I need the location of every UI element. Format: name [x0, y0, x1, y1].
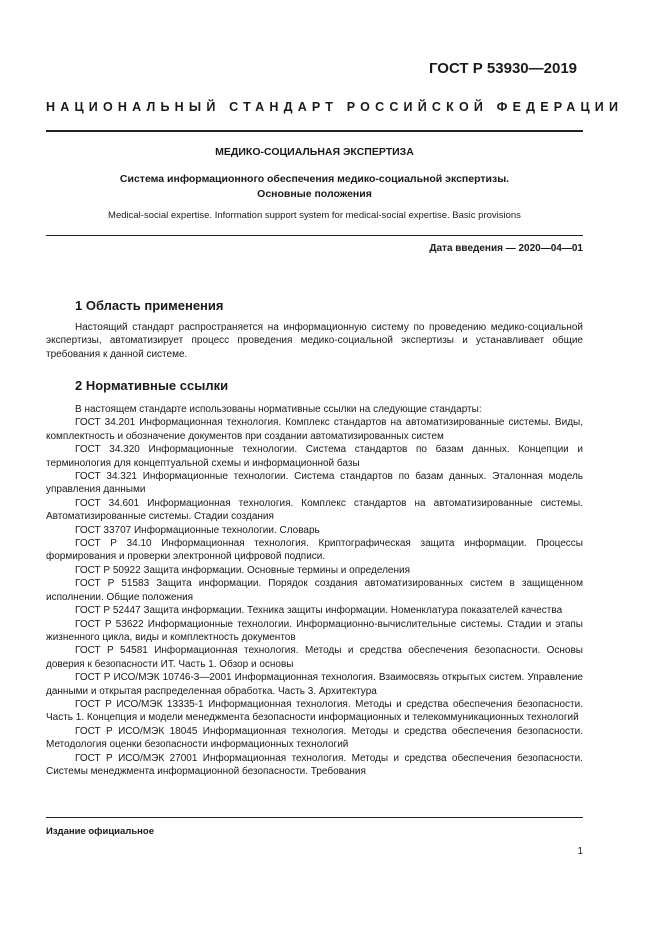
standard-code: ГОСТ Р 53930—2019 — [428, 60, 577, 77]
document-title: МЕДИКО-СОЦИАЛЬНАЯ ЭКСПЕРТИЗА — [215, 146, 414, 158]
reference-item: ГОСТ Р 34.10 Информационная технология. Криптографическая защита информации. Процессы формирования и проверки электронной цифровой подписи. — [46, 538, 583, 563]
reference-item: ГОСТ 34.201 Информационная технология. Комплекс стандартов на автоматизированные системы. Виды, комплектность и обозначение документов при создании автоматизированных систем — [46, 417, 583, 442]
section-1-title: 1 Область применения — [75, 298, 224, 313]
title-divider — [46, 235, 583, 236]
introduction-date: Дата введения — 2020—04—01 — [429, 243, 583, 254]
reference-item: ГОСТ Р 53622 Информационные технологии. Информационно-вычислительные системы. Стадии и этапы жизненного цикла, виды и комплектность документов — [46, 618, 583, 643]
reference-item: ГОСТ Р ИСО/МЭК 10746-3—2001 Информационная технология. Взаимосвязь открытых систем. Управление данными и открытая распределенная обработка. Часть 3. Архитектура — [46, 672, 583, 697]
reference-item: ГОСТ 34.321 Информационные технологии. Система стандартов по базам данных. Эталонная модель управления данными — [46, 471, 583, 496]
normative-references-list — [46, 403, 583, 778]
reference-item: В настоящем стандарте использованы нормативные ссылки на следующие стандарты: — [75, 404, 482, 415]
reference-item: ГОСТ Р ИСО/МЭК 18045 Информационная технология. Методы и средства обеспечения безопасности. Методология оценки безопасности информационных технологий — [46, 725, 583, 751]
subtitle-line-2: Основные положения — [257, 188, 372, 200]
header-divider — [46, 130, 583, 132]
reference-item: ГОСТ Р 50922 Защита информации. Основные термины и определения — [75, 564, 411, 576]
section-1-paragraph: Настоящий стандарт распространяется на информационную систему по проведению медико-социальной экспертизы, автоматизирует процесс проведения медико-социальной экспертизы и устанавливает общие требования к данной системе. — [46, 322, 583, 360]
reference-item: ГОСТ Р ИСО/МЭК 27001 Информационная технология. Методы и средства обеспечения безопасности. Системы менеджмента информационной безопасности. Требования — [46, 752, 583, 777]
section-1-body — [46, 321, 583, 361]
reference-item: ГОСТ Р 51583 Защита информации. Порядок создания автоматизированных систем в защищенном исполнении. Общие положения — [46, 578, 583, 603]
subtitle-line-1: Система информационного обеспечения медико-социальной экспертизы. — [119, 173, 510, 185]
section-2-title: 2 Нормативные ссылки — [75, 378, 229, 393]
reference-item: ГОСТ Р 54581 Информационная технология. Методы и средства обеспечения безопасности. Основы доверия к безопасности ИТ. Часть 1. Обзор и основы — [46, 645, 583, 670]
national-standard-title: НАЦИОНАЛЬНЫЙ СТАНДАРТ РОССИЙСКОЙ ФЕДЕРАЦИИ — [46, 100, 624, 114]
document-subtitle — [46, 172, 583, 202]
official-edition-label: Издание официальное — [46, 826, 154, 837]
english-title: Medical-social expertise. Information support system for medical-social expertise. Basic provisions — [108, 210, 521, 221]
reference-item: ГОСТ 34.320 Информационные технологии. Система стандартов по базам данных. Концепции и терминология для концептуальной схемы и информационной базы — [46, 444, 583, 469]
footer-divider — [46, 817, 583, 818]
reference-item: ГОСТ Р 52447 Защита информации. Техника защиты информации. Номенклатура показателей качества — [75, 605, 563, 617]
reference-item: ГОСТ 33707 Информационные технологии. Словарь — [75, 524, 320, 536]
reference-item: ГОСТ Р ИСО/МЭК 13335-1 Информационная технология. Методы и средства обеспечения безопасности. Часть 1. Концепция и модели менеджмента безопасности информационных и телекоммуникационных технологий — [46, 698, 583, 724]
page-number: 1 — [577, 846, 583, 857]
reference-item: ГОСТ 34.601 Информационная технология. Комплекс стандартов на автоматизированные системы. Автоматизированные системы. Стадии создания — [46, 497, 583, 523]
